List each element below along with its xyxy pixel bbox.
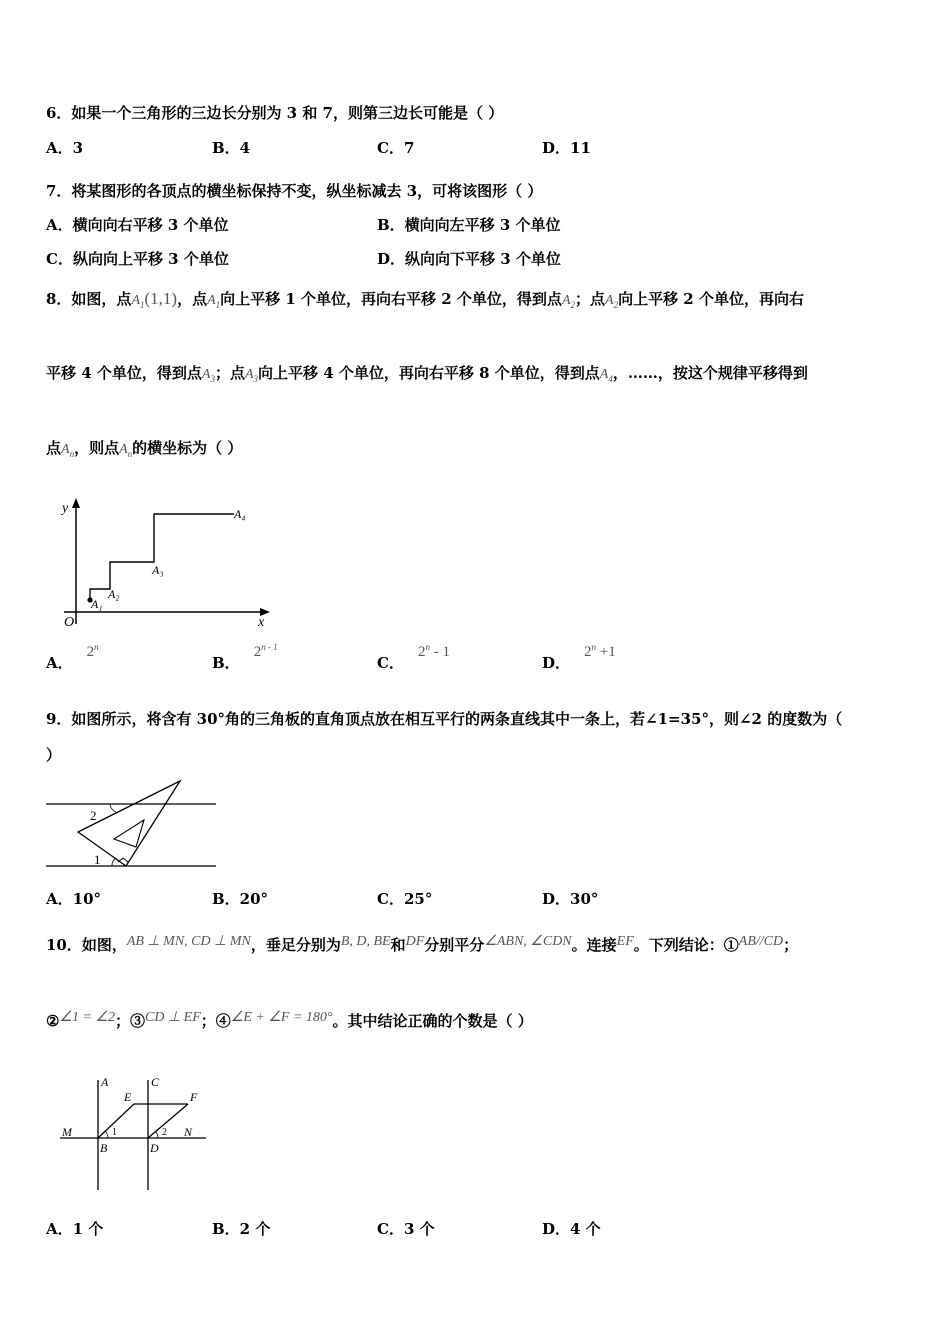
q9-option-b: B．20° [212,890,269,908]
q10-text: 10．如图， [46,936,127,954]
q10-text: ，垂足分别为 [250,936,341,954]
option-tail: - 1 [429,644,450,660]
q10-figure-label-a: A [101,1075,109,1089]
q8-figure-label-o: O [64,615,75,630]
option-exponent: n [425,642,430,652]
q10-figure-label-c: C [151,1075,160,1089]
q6-option-b: B．4 [212,139,251,157]
q10-math: CD ⊥ EF [145,1010,201,1025]
q9-stem-line-1: 9．如图所示，将含有 30°角的三角板的直角顶点放在相互平行的两条直线其中一条上，若∠1=35°，则∠2 的度数为（ [46,710,843,728]
q10-math: AB ⊥ MN, CD ⊥ MN [126,934,251,949]
q9-option-c: C．25° [377,890,433,908]
q10-option-b: B．2 个 [212,1220,271,1238]
q10-text: ；③ [115,1012,146,1030]
option-base: 2 [417,644,426,660]
option-exponent: n [591,642,597,652]
q8-option-b [212,642,278,673]
q10-figure-label-b: B [100,1141,108,1155]
q10-math: AB//CD [738,934,784,949]
q7-option-c: C．纵向向上平移 3 个单位 [46,250,229,268]
q8-text: ，……，按这个规律平移得到 [612,364,808,382]
q10-text: 分别平分 [424,936,485,954]
q10-figure-label-d: D [150,1141,159,1155]
option-exponent: n - 1 [261,642,278,652]
q8-text: 8．如图，点 [46,290,132,308]
q8-figure-label-y: y [62,501,69,516]
q6-option-c: C．7 [377,139,415,157]
q10-math: DF [405,934,425,949]
q10-text: 。下列结论：① [633,936,739,954]
q10-option-c: C．3 个 [377,1220,435,1238]
q8-line-3: 点$A_n$，则点$A_n$的横坐标为（ ） [46,439,243,459]
option-tail: +1 [596,644,616,660]
q8-figure-label-a2: A₂ [108,587,120,601]
option-base: 2 [584,644,592,660]
q8-text: 向上平移 2 个单位，再向右 [618,290,804,308]
q10-line-1 [46,934,798,955]
q8-figure-label-x: x [258,615,265,630]
q8-text: 点 [46,439,62,457]
q8-option-c [377,642,450,673]
q8-text: ；点 [214,364,245,382]
q9-option-d: D．30° [542,890,599,908]
q8-text: ，点 [177,290,208,308]
q6-option-d: D．11 [542,139,591,157]
q10-text: ；④ [200,1012,231,1030]
q6-stem: 6．如果一个三角形的三边长分别为 3 和 7，则第三边长可能是（ ） [46,104,504,122]
q7-option-d: D．纵向向下平移 3 个单位 [377,250,561,268]
q10-option-a: A．1 个 [46,1220,104,1238]
q10-math: EF [616,934,634,949]
q8-text: 平移 4 个单位，得到点 [46,364,202,382]
q9-triangle-figure [44,778,220,874]
q10-math: B, D, BE [340,934,391,949]
q8-option-a [46,642,99,673]
option-exponent: n [94,642,99,652]
option-base: 2 [86,644,95,660]
q8-figure-label-a1: A₁ [91,597,103,611]
q8-a1-coordinate: (1,1) [144,289,178,308]
q8-text: 的横坐标为（ ） [132,439,243,457]
q10-text: 。其中结论正确的个数是（ ） [332,1012,533,1030]
q7-stem: 7．将某图形的各顶点的横坐标保持不变，纵坐标减去 3，可将该图形（ ） [46,182,543,200]
q8-line-2: 平移 4 个单位，得到点$A_3$；点$A_3$向上平移 4 个单位，再向右平移 8 个单位，得到点$A_4$，……，按这个规律平移得到 [46,364,808,384]
q7-option-a: A．横向向右平移 3 个单位 [46,216,229,234]
q8-text: ，则点 [74,439,120,457]
q10-figure-label-f: F [190,1090,198,1104]
q8-text: 向上平移 1 个单位，再向右平移 2 个单位，得到点 [220,290,562,308]
q9-figure-angle-1: 1 [94,852,101,867]
option-letter: B． [212,654,240,672]
q9-stem-line-2: ） [46,746,62,764]
q8-text: 向上平移 4 个单位，再向右平移 8 个单位，得到点 [258,364,600,382]
q8-text: ；点 [575,290,606,308]
option-letter: C． [377,654,404,672]
q10-text: ② [46,1012,60,1030]
option-letter: A． [46,654,73,672]
q8-option-d [542,642,616,673]
option-letter: D． [542,654,571,672]
q10-figure-label-m: M [62,1125,72,1139]
q7-option-b: B．横向向左平移 3 个单位 [377,216,561,234]
q8-figure-label-a4: A₄ [234,507,246,521]
q9-figure-angle-2: 2 [90,808,97,823]
q10-figure-label-e: E [124,1090,132,1104]
q10-figure-label-1: 1 [112,1127,117,1138]
q10-text: ； [783,936,799,954]
q10-option-d: D．4 个 [542,1220,601,1238]
q10-figure-label-n: N [184,1125,193,1139]
q8-step-figure [58,494,298,634]
q6-option-a: A．3 [46,139,84,157]
option-base: 2 [253,644,262,660]
q9-option-a: A．10° [46,890,102,908]
q10-line-2 [46,1010,533,1031]
q10-text: 和 [390,936,406,954]
q10-math: ∠E + ∠F = 180° [230,1010,333,1025]
q8-figure-label-a3: A₃ [152,563,164,577]
q10-math: ∠ABN, ∠CDN [484,934,572,949]
q10-perpendicular-figure [58,1070,218,1194]
q10-text: 。连接 [571,936,617,954]
q8-line-1: 8．如图，点$A_1(1,1)$，点$A_1$向上平移 1 个单位，再向右平移 2 个单位，得到点$A_2$；点$A_2$向上平移 2 个单位，再向右 [46,289,804,310]
q10-figure-label-2: 2 [162,1127,167,1138]
q10-math: ∠1 = ∠2 [59,1010,116,1025]
